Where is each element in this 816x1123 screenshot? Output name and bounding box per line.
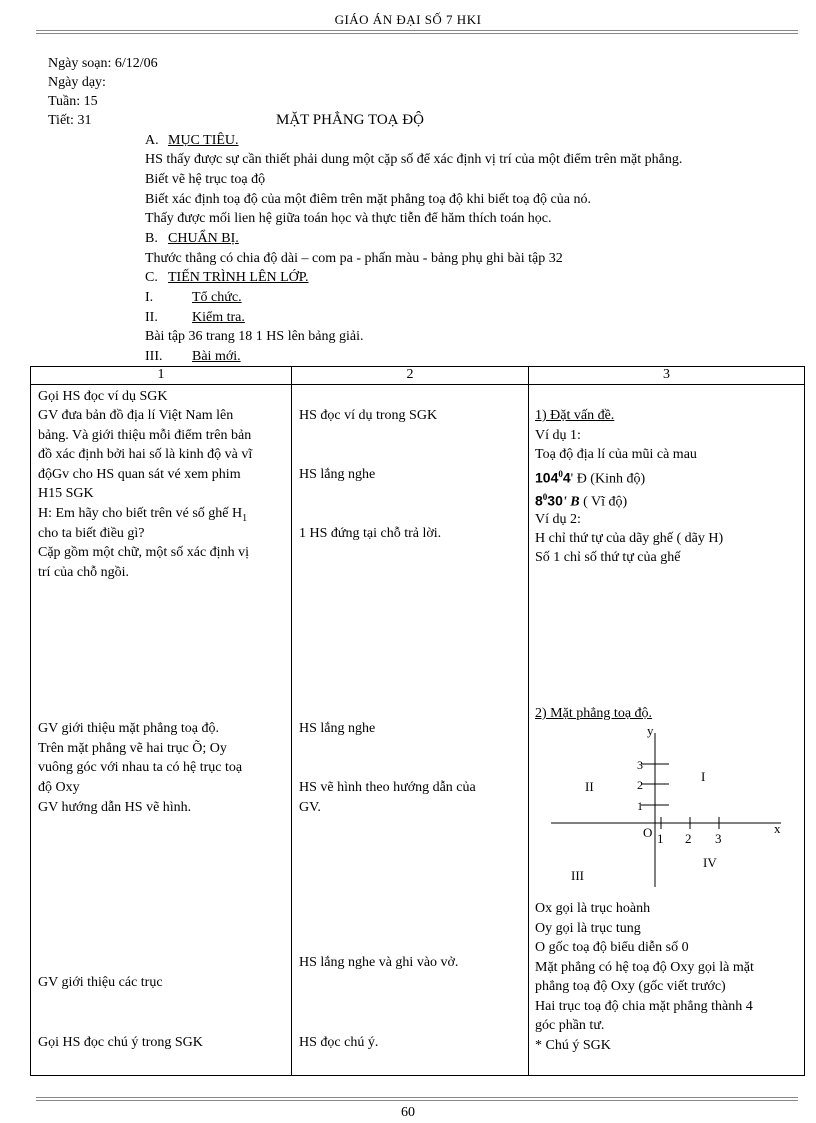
latitude-degree-mark: 0 bbox=[542, 492, 548, 502]
header-rule-2 bbox=[36, 33, 798, 34]
tiet: Tiết: 31 bbox=[48, 113, 92, 128]
table-header-row bbox=[31, 367, 805, 385]
section-c-letter: C. bbox=[145, 270, 158, 285]
col1-line: GV đưa bản đồ địa lí Việt Nam lên bbox=[38, 408, 234, 423]
content-line: Mặt phẳng có hệ toạ độ Oxy gọi là mặt bbox=[535, 960, 754, 975]
content-line: Ox gọi là trục hoành bbox=[535, 901, 651, 916]
col1-question-text: H: Em hãy cho biết trên vé số ghế H bbox=[38, 506, 243, 521]
content-line: Số 1 chỉ số thứ tự của ghế bbox=[535, 550, 681, 565]
header-rule bbox=[36, 30, 798, 31]
col1-line: Cặp gồm một chữ, một số xác định vị bbox=[38, 545, 249, 560]
col2-line: HS đọc chú ý. bbox=[299, 1035, 379, 1050]
col2-line: HS lắng nghe bbox=[299, 467, 376, 482]
col1-line: vuông góc với nhau ta có hệ trục toạ bbox=[38, 760, 243, 775]
y-tick-label: 3 bbox=[637, 758, 643, 772]
lesson-title: MẶT PHẲNG TOẠ ĐỘ bbox=[276, 112, 424, 128]
content-line: H chỉ thứ tự của dãy ghế ( dãy H) bbox=[535, 531, 724, 546]
longitude-degrees: 104 bbox=[535, 469, 559, 486]
content-line: Hai trục toạ độ chia mặt phẳng thành 4 bbox=[535, 999, 753, 1014]
col1-line: cho ta biết điều gì? bbox=[38, 526, 145, 541]
table-header-col-1: 1 bbox=[31, 367, 292, 385]
col2-line: HS lắng nghe và ghi vào vở. bbox=[299, 955, 459, 970]
longitude-line: $104^04'$ Đ (Kinh độ) bbox=[535, 469, 646, 487]
quadrant-3-label: III bbox=[571, 868, 584, 883]
ngay-day: Ngày dạy: bbox=[48, 75, 106, 90]
content-line: Toạ độ địa lí của mũi cà mau bbox=[535, 447, 697, 462]
section-b-letter: B. bbox=[145, 231, 158, 246]
col1-line: Gọi HS đọc ví dụ SGK bbox=[38, 389, 168, 404]
y-tick-label: 1 bbox=[637, 799, 643, 813]
table-body-row bbox=[31, 385, 805, 1076]
latitude-minutes: 30 bbox=[547, 492, 563, 509]
content-line: góc phần tư. bbox=[535, 1018, 605, 1033]
col1-line: bảng. Và giới thiệu mỗi điểm trên bản bbox=[38, 428, 252, 443]
section-c1-num: I. bbox=[145, 290, 154, 305]
col1-line: trí của chỗ ngồi. bbox=[38, 565, 129, 580]
x-axis-label: x bbox=[774, 821, 781, 836]
content-line: O gốc toạ độ biểu diễn số 0 bbox=[535, 940, 689, 955]
col1-line: độGv cho HS quan sát vé xem phim bbox=[38, 467, 241, 482]
x-tick-label: 1 bbox=[657, 831, 664, 846]
section-b-line: Thước thẳng có chia độ dài – com pa - phấn màu - bảng phụ ghi bài tập 32 bbox=[145, 251, 563, 266]
latitude-line: $8^030'$ B ( Vĩ độ) bbox=[535, 492, 628, 510]
footer-rule-2 bbox=[36, 1100, 798, 1101]
section-c2-line: Bài tập 36 trang 18 1 HS lên bảng giải. bbox=[145, 329, 364, 344]
section-a-line-3: Biết xác định toạ độ của một điêm trên mặt phẳng toạ độ khi biết toạ độ của nó. bbox=[145, 192, 591, 207]
col1-line: GV giới thiệu mặt phẳng toạ độ. bbox=[38, 721, 219, 736]
content-heading-2: 2) Mặt phẳng toạ độ. bbox=[535, 706, 653, 721]
col2-line: HS đọc ví dụ trong SGK bbox=[299, 408, 438, 423]
quadrant-1-label: I bbox=[701, 769, 706, 784]
section-c3-title: Bài mới. bbox=[192, 349, 241, 364]
section-c2-title: Kiểm tra. bbox=[192, 310, 245, 325]
content-line: Oy gọi là trục tung bbox=[535, 921, 641, 936]
col1-line: Gọi HS đọc chú ý trong SGK bbox=[38, 1035, 203, 1050]
section-a-title: MỤC TIÊU. bbox=[168, 133, 239, 148]
x-tick-label: 2 bbox=[685, 831, 692, 846]
ngay-soan: Ngày soạn: 6/12/06 bbox=[48, 56, 158, 71]
section-a-line-1: HS thấy được sự cần thiết phải dung một cặp số để xác định vị trí của một điểm trên mặt phẳng. bbox=[145, 152, 683, 167]
content-line: phẳng toạ độ Oxy (gốc viết trước) bbox=[535, 979, 726, 994]
col2-line: 1 HS đứng tại chỗ trả lời. bbox=[299, 526, 442, 541]
content-line: * Chú ý SGK bbox=[535, 1038, 611, 1053]
page-number: 60 bbox=[401, 1105, 415, 1120]
x-tick-label: 3 bbox=[715, 831, 722, 846]
section-c1-title: Tổ chức. bbox=[192, 290, 242, 305]
content-line: Ví dụ 1: bbox=[535, 428, 581, 443]
section-a-letter: A. bbox=[145, 133, 159, 148]
section-c2-num: II. bbox=[145, 310, 158, 325]
longitude-label: Đ (Kinh độ) bbox=[576, 471, 646, 487]
col2-line: HS vẽ hình theo hướng dẫn của bbox=[299, 780, 476, 795]
coordinate-plane bbox=[549, 725, 799, 887]
section-c3-num: III. bbox=[145, 349, 163, 364]
origin-label: O bbox=[643, 825, 653, 840]
student-activity-cell bbox=[292, 385, 529, 1076]
quadrant-2-label: II bbox=[585, 779, 594, 794]
section-c-title: TIẾN TRÌNH LÊN LỚP. bbox=[168, 270, 309, 285]
col1-line: Trên mặt phẳng vẽ hai trục Õ; Oy bbox=[38, 741, 227, 756]
content-cell bbox=[529, 385, 805, 1076]
col1-line: GV hướng dẫn HS vẽ hình. bbox=[38, 800, 192, 815]
y-axis-label: y bbox=[647, 725, 654, 738]
tuan: Tuần: 15 bbox=[48, 94, 98, 109]
col2-line: GV. bbox=[299, 800, 321, 815]
section-a-line-2: Biết vẽ hệ trục toạ độ bbox=[145, 172, 266, 187]
footer-rule bbox=[36, 1097, 798, 1098]
table-header-col-3: 3 bbox=[529, 367, 805, 385]
table-header-col-2: 2 bbox=[292, 367, 529, 385]
col1-line: độ Oxy bbox=[38, 780, 80, 795]
quadrant-4-label: IV bbox=[703, 855, 717, 870]
longitude-degree-mark: 0 bbox=[558, 469, 563, 479]
teacher-activity-cell bbox=[31, 385, 292, 1076]
content-line: Ví dụ 2: bbox=[535, 512, 581, 527]
col1-line: H15 SGK bbox=[38, 486, 94, 501]
page-header-title: GIÁO ÁN ĐẠI SỐ 7 HKI bbox=[334, 12, 482, 27]
section-a-line-4: Thấy được mối lien hệ giữa toán học và thực tiễn để hăm thích toán học. bbox=[145, 211, 552, 226]
col2-line: HS lắng nghe bbox=[299, 721, 376, 736]
col1-line: GV giới thiệu các trục bbox=[38, 975, 163, 990]
col1-line: đồ xác định bởi hai số là kinh độ và vĩ bbox=[38, 447, 253, 462]
lesson-table bbox=[30, 366, 805, 1076]
content-heading-1: 1) Đặt vấn đề. bbox=[535, 408, 615, 423]
section-b-title: CHUẨN BỊ. bbox=[168, 231, 239, 246]
latitude-degrees: 8 bbox=[535, 492, 543, 509]
latitude-label: ( Vĩ độ) bbox=[583, 494, 628, 510]
col1-question-sub: 1 bbox=[242, 512, 248, 524]
longitude-minutes: 4 bbox=[562, 469, 571, 486]
y-tick-label: 2 bbox=[637, 778, 643, 792]
